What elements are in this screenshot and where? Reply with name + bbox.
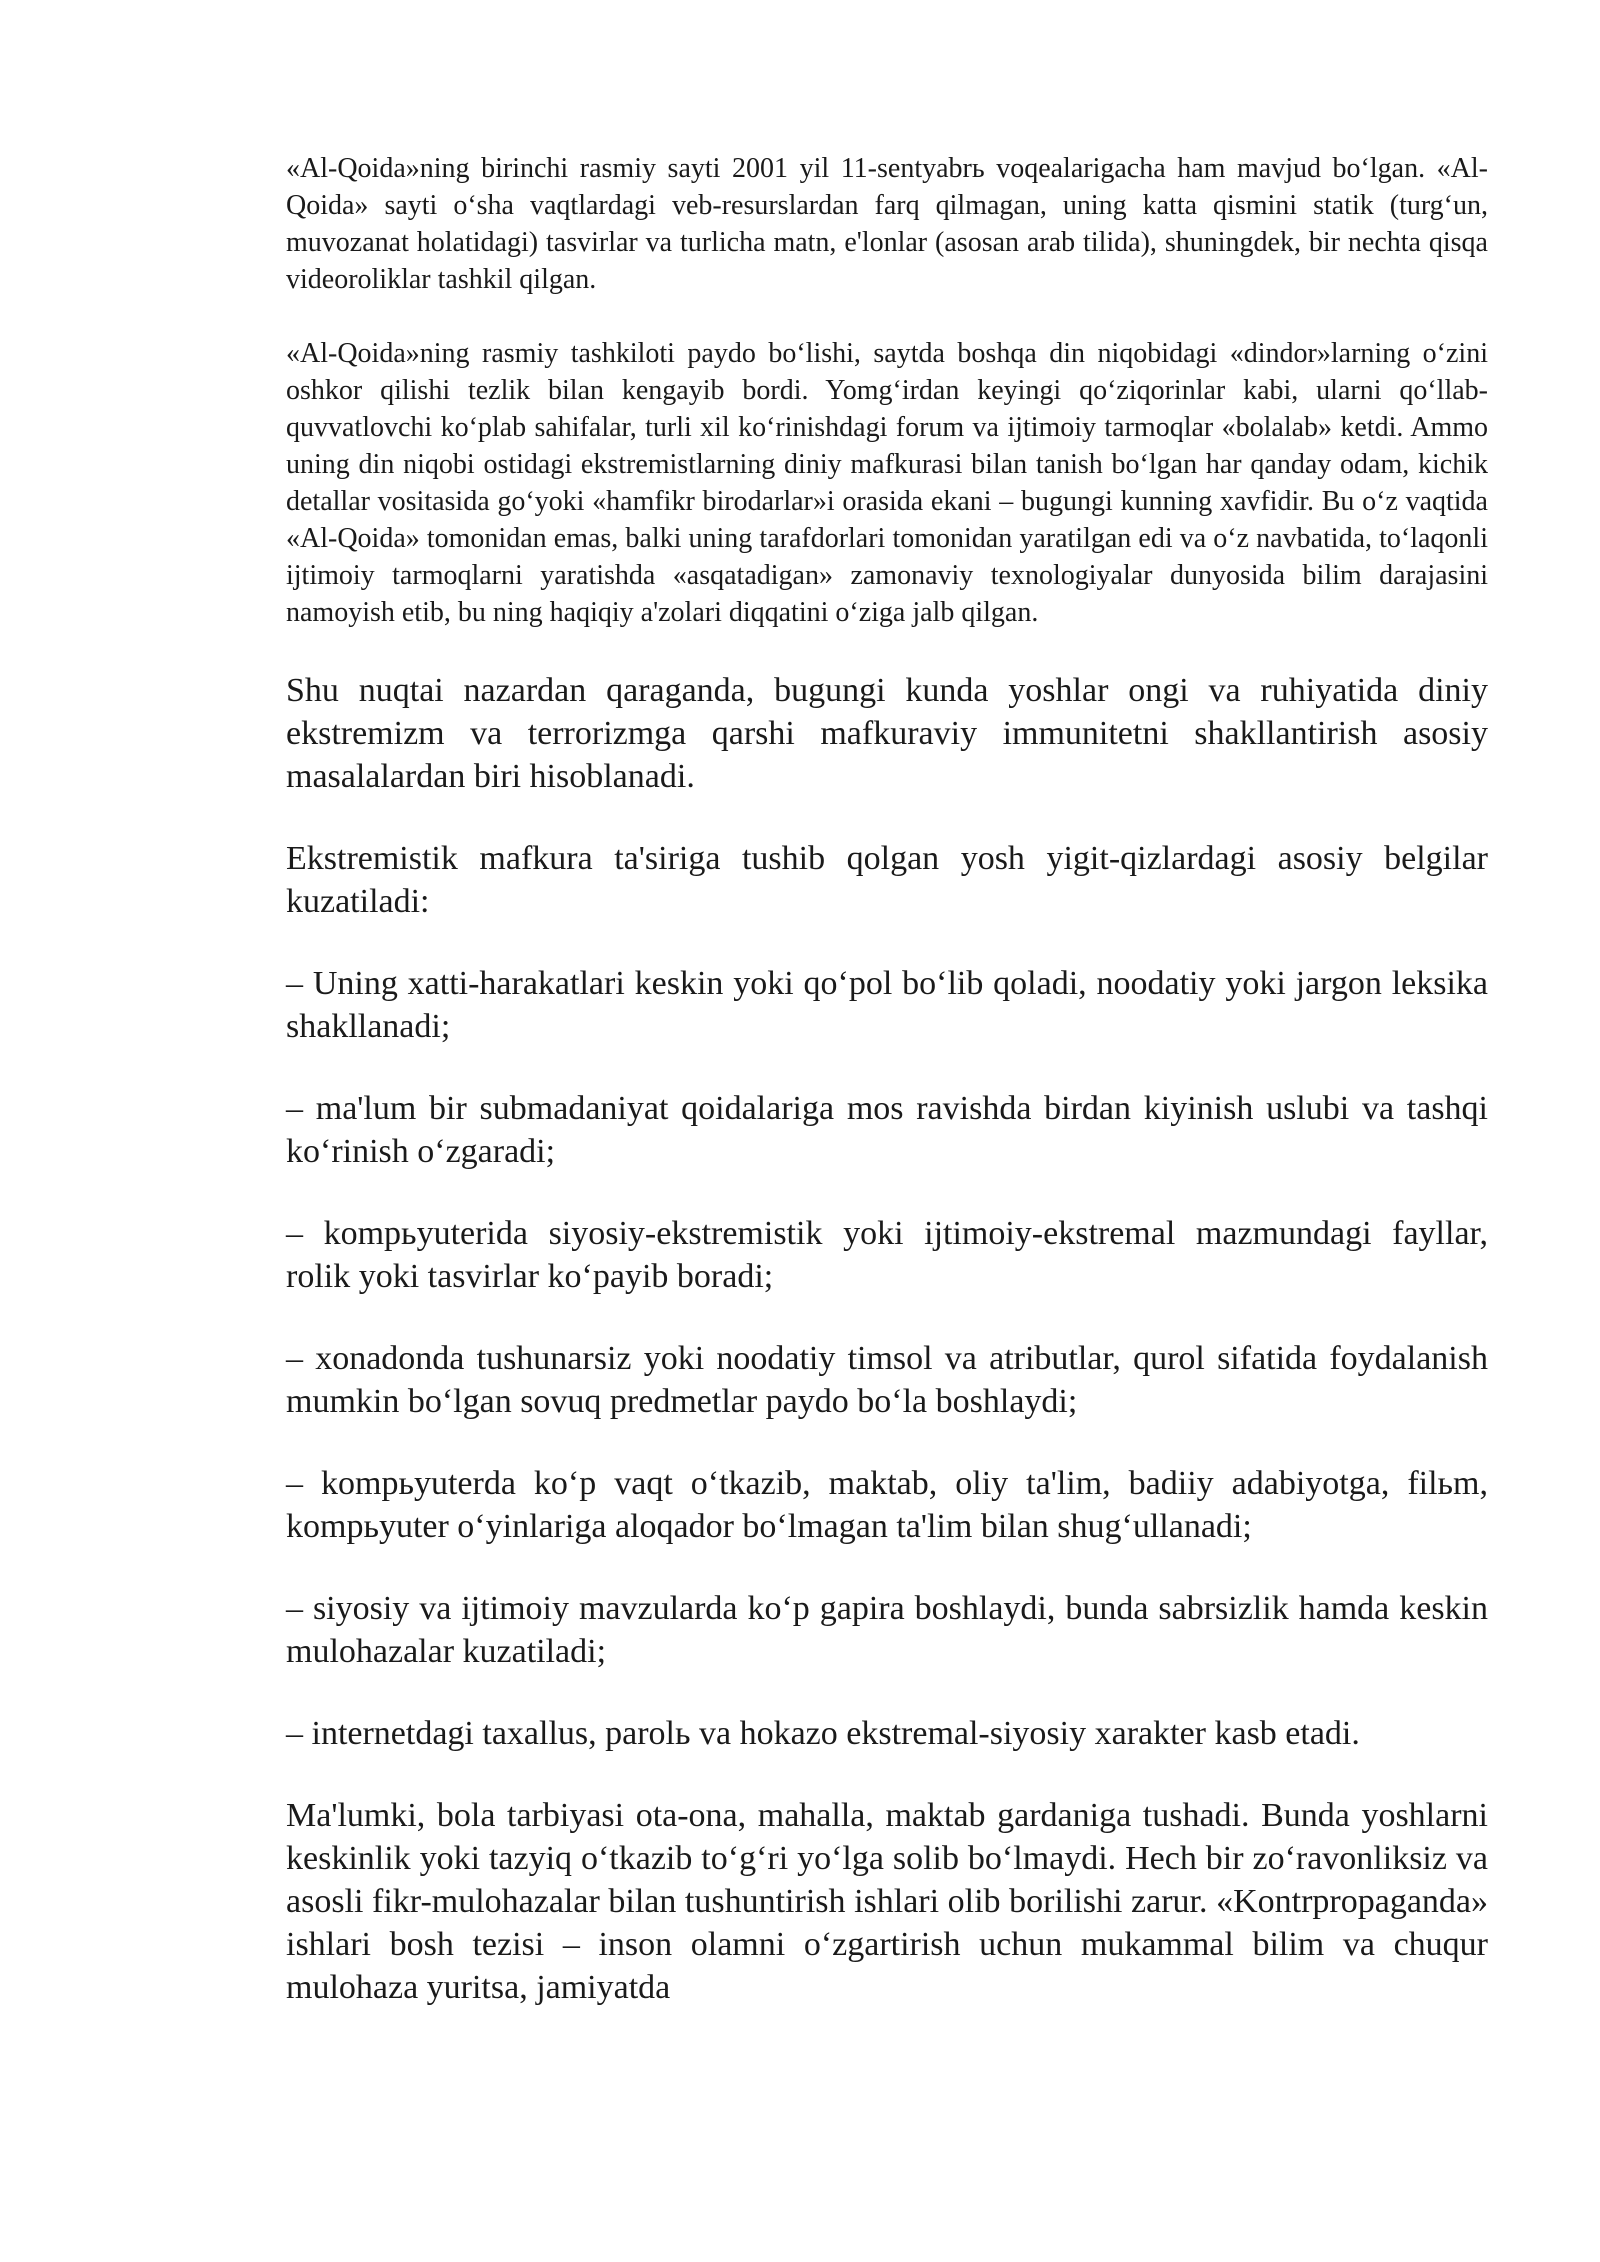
paragraph-immunity: Shu nuqtai nazardan qaraganda, bugungi kunda yoshlar ongi va ruhiyatida diniy ekstremizm va terrorizmga qarshi mafkuraviy immunitetni shakllantirish asosiy masalalardan biri hisoblanadi. <box>286 672 1488 795</box>
list-item-clothing: – ma'lum bir submadaniyat qoidalariga mos ravishda birdan kiyinish uslubi va tashqi koʻrinish oʻzgaradi; <box>286 1090 1488 1170</box>
list-item-computer-files: – kompьyuterida siyosiy-ekstremistik yoki ijtimoiy-ekstremal mazmundagi fayllar, rolik yoki tasvirlar koʻpayib boradi; <box>286 1215 1488 1295</box>
list-item-computer-time: – kompьyuterda koʻp vaqt oʻtkazib, maktab, oliy ta'lim, badiiy adabiyotga, filьm, kompьyuter oʻyinlariga aloqador boʻlmagan ta'lim bilan shugʻullanadi; <box>286 1465 1488 1545</box>
paragraph-upbringing: Ma'lumki, bola tarbiyasi ota-ona, mahalla, maktab gardaniga tushadi. Bunda yoshlarni keskinlik yoki tazyiq oʻtkazib toʻgʻri yoʻlga solib boʻlmaydi. Hech bir zoʻravonliksiz va asosli fikr-mulohazalar bilan tushuntirish ishlari olib borilishi zarur. «Kontrpropaganda» ishlari bosh tezisi – inson olamni oʻzgartirish uchun mukammal bilim va chuqur mulohaza yuritsa, jamiyatda <box>286 1797 1488 2006</box>
list-item-internet-nickname: – internetdagi taxallus, parolь va hokazo ekstremal-siyosiy xarakter kasb etadi. <box>286 1715 1360 1752</box>
paragraph-signs-intro: Ekstremistik mafkura ta'siriga tushib qolgan yosh yigit-qizlardagi asosiy belgilar kuzatiladi: <box>286 840 1488 920</box>
paragraph-al-qoida-first-site: «Al-Qoida»ning birinchi rasmiy sayti 2001 yil 11-sentyabrь voqealarigacha ham mavjud boʻlgan. «Al-Qoida» sayti oʻsha vaqtlardagi veb-resurslardan farq qilmagan, uning katta qismini statik (turgʻun, muvozanat holatidagi) tasvirlar va turlicha matn, e'lonlar (asosan arab tilida), shuningdek, bir nechta qisqa videoroliklar tashkil qilgan. <box>286 153 1488 295</box>
paragraph-al-qoida-expansion: «Al-Qoida»ning rasmiy tashkiloti paydo boʻlishi, saytda boshqa din niqobidagi «dindor»larning oʻzini oshkor qilishi tezlik bilan kengayib bordi. Yomgʻirdan keyingi qoʻziqorinlar kabi, ularni qoʻllab-quvvatlovchi koʻplab sahifalar, turli xil koʻrinishdagi forum va ijtimoiy tarmoqlar «bolalab» ketdi. Ammo uning din niqobi ostidagi ekstremistlarning diniy mafkurasi bilan tanish boʻlgan har qanday odam, kichik detallar vositasida goʻyoki «hamfikr birodarlar»i orasida ekani – bugungi kunning xavfidir. Bu oʻz vaqtida «Al-Qoida» tomonidan emas, balki uning tarafdorlari tomonidan yaratilgan edi va oʻz navbatida, toʻlaqonli ijtimoiy tarmoqlarni yaratishda «asqatadigan» zamonaviy texnologiyalar dunyosida bilim darajasini namoyish etib, bu ning haqiqiy a'zolari diqqatini oʻziga jalb qilgan. <box>286 338 1488 628</box>
list-item-political-talk: – siyosiy va ijtimoiy mavzularda koʻp gapira boshlaydi, bunda sabrsizlik hamda keskin mulohazalar kuzatiladi; <box>286 1590 1488 1670</box>
list-item-behavior: – Uning xatti-harakatlari keskin yoki qoʻpol boʻlib qoladi, noodatiy yoki jargon leksika shakllanadi; <box>286 965 1488 1045</box>
list-item-symbols: – xonadonda tushunarsiz yoki noodatiy timsol va atributlar, qurol sifatida foydalanish mumkin boʻlgan sovuq predmetlar paydo boʻla boshlaydi; <box>286 1340 1488 1420</box>
document-page <box>286 150 1488 2009</box>
